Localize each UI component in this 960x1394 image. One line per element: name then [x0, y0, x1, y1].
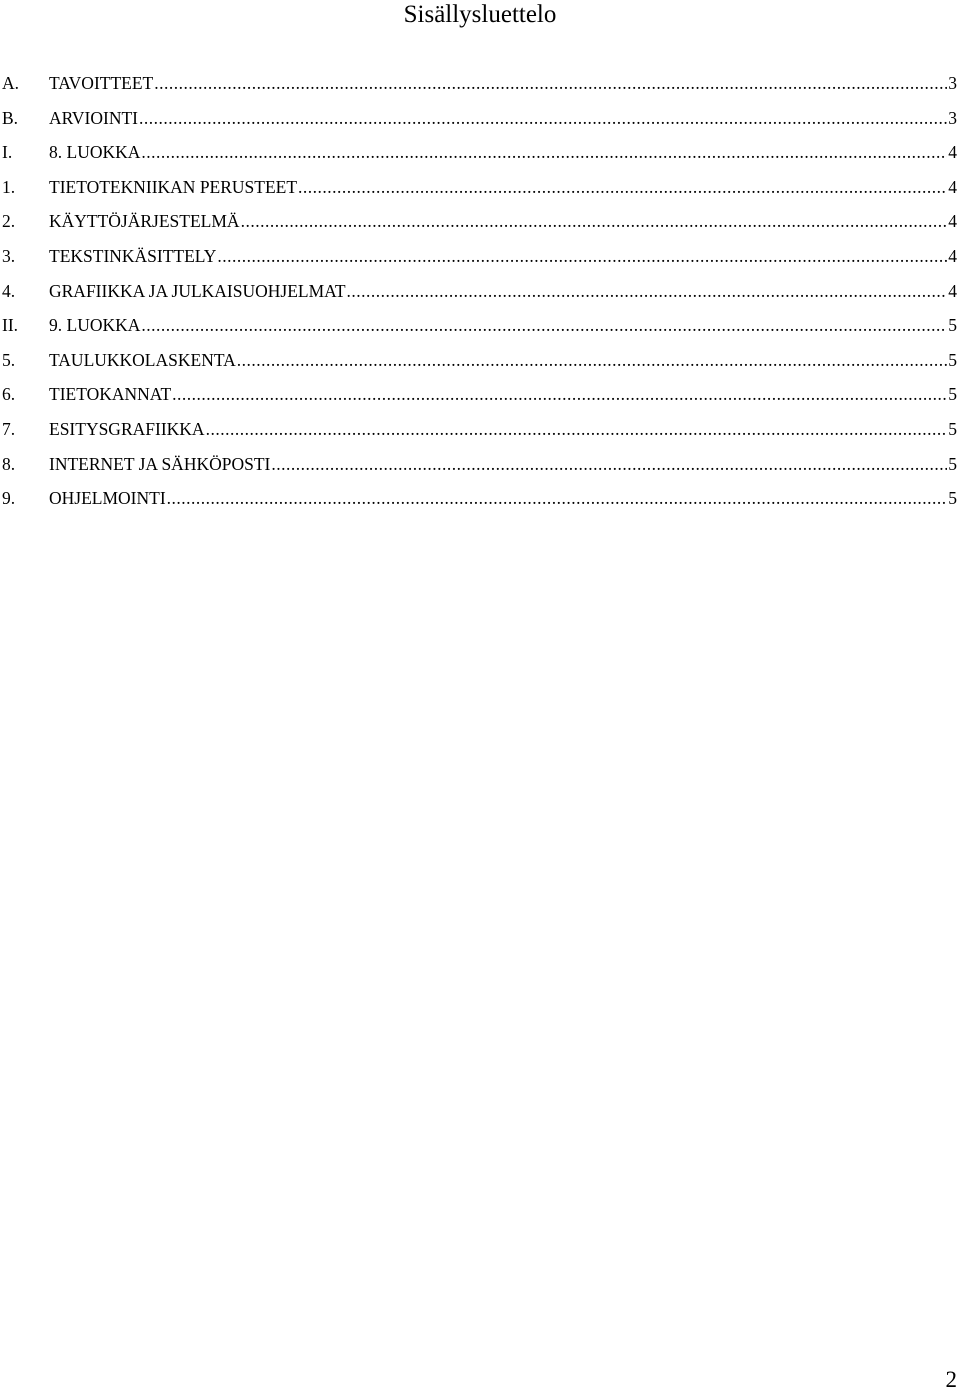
toc-entry-label: 8. LUOKKA [49, 142, 141, 163]
toc-entry-label: KÄYTTÖJÄRJESTELMÄ [49, 211, 240, 232]
toc-entry-page: 5 [948, 349, 957, 370]
table-of-contents [2, 71, 957, 521]
toc-entry[interactable] [2, 279, 957, 314]
toc-entry-number: A. [2, 73, 20, 93]
toc-dot-leader [241, 209, 948, 233]
toc-entry-page: 5 [948, 488, 957, 509]
toc-entry-number: 1. [2, 176, 16, 197]
toc-entry[interactable] [2, 71, 957, 106]
toc-entry[interactable] [2, 348, 957, 383]
toc-entry-number: 4. [2, 280, 16, 301]
toc-entry[interactable] [2, 417, 957, 452]
toc-entry-label: TIETOKANNAT [49, 384, 172, 405]
toc-entry-number: 3. [2, 245, 16, 266]
toc-entry[interactable] [2, 209, 957, 244]
toc-entry-page: 3 [948, 73, 957, 93]
toc-entry[interactable] [2, 244, 957, 279]
toc-entry[interactable] [2, 382, 957, 417]
toc-entry-page: 4 [948, 142, 957, 163]
toc-entry-page: 4 [948, 245, 957, 266]
toc-entry-label: 9. LUOKKA [49, 315, 141, 336]
toc-dot-leader [237, 348, 947, 372]
toc-entry[interactable] [2, 313, 957, 348]
toc-entry-page: 5 [948, 384, 957, 405]
toc-entry-label: OHJELMOINTI [49, 488, 166, 509]
page-title: Sisällysluettelo [403, 1, 557, 28]
toc-entry-number: 8. [2, 453, 16, 474]
toc-dot-leader [271, 452, 947, 476]
toc-dot-leader [167, 486, 948, 510]
toc-entry-page: 4 [948, 176, 957, 197]
toc-entry-page: 4 [948, 211, 957, 232]
toc-entry-number: 5. [2, 349, 16, 370]
toc-dot-leader [172, 382, 947, 406]
toc-entry-number: I. [2, 142, 13, 163]
toc-entry-label: TIETOTEKNIIKAN PERUSTEET [49, 176, 298, 197]
toc-entry-number: B. [2, 107, 19, 128]
toc-entry-number: II. [2, 315, 19, 336]
toc-dot-leader [141, 313, 947, 337]
toc-entry[interactable] [2, 175, 957, 210]
toc-entry-number: 2. [2, 211, 16, 232]
toc-dot-leader [217, 244, 947, 268]
toc-dot-leader [206, 417, 948, 441]
toc-entry[interactable] [2, 452, 957, 487]
toc-entry-page: 5 [948, 453, 957, 474]
toc-entry-page: 3 [948, 107, 957, 128]
toc-entry-label: GRAFIIKKA JA JULKAISUOHJELMAT [49, 280, 346, 301]
toc-dot-leader [139, 106, 947, 130]
toc-entry-number: 6. [2, 384, 16, 405]
toc-entry[interactable] [2, 106, 957, 141]
toc-dot-leader [347, 279, 948, 303]
page-number: 2 [945, 1367, 957, 1392]
toc-entry-label: ARVIOINTI [49, 107, 138, 128]
toc-entry-label: TEKSTINKÄSITTELY [49, 245, 217, 266]
toc-dot-leader [141, 140, 947, 164]
toc-dot-leader [298, 175, 947, 199]
toc-entry-label: TAULUKKOLASKENTA [49, 349, 236, 370]
toc-entry[interactable] [2, 486, 957, 521]
toc-entry-page: 5 [948, 315, 957, 336]
toc-entry-label: TAVOITTEET [49, 73, 154, 93]
toc-entry-number: 9. [2, 488, 16, 509]
toc-entry[interactable] [2, 140, 957, 175]
toc-entry-label: INTERNET JA SÄHKÖPOSTI [49, 453, 271, 474]
toc-entry-number: 7. [2, 418, 16, 439]
toc-entry-label: ESITYSGRAFIIKKA [49, 418, 205, 439]
toc-entry-page: 5 [948, 418, 957, 439]
toc-entry-page: 4 [948, 280, 957, 301]
toc-dot-leader [154, 71, 947, 95]
